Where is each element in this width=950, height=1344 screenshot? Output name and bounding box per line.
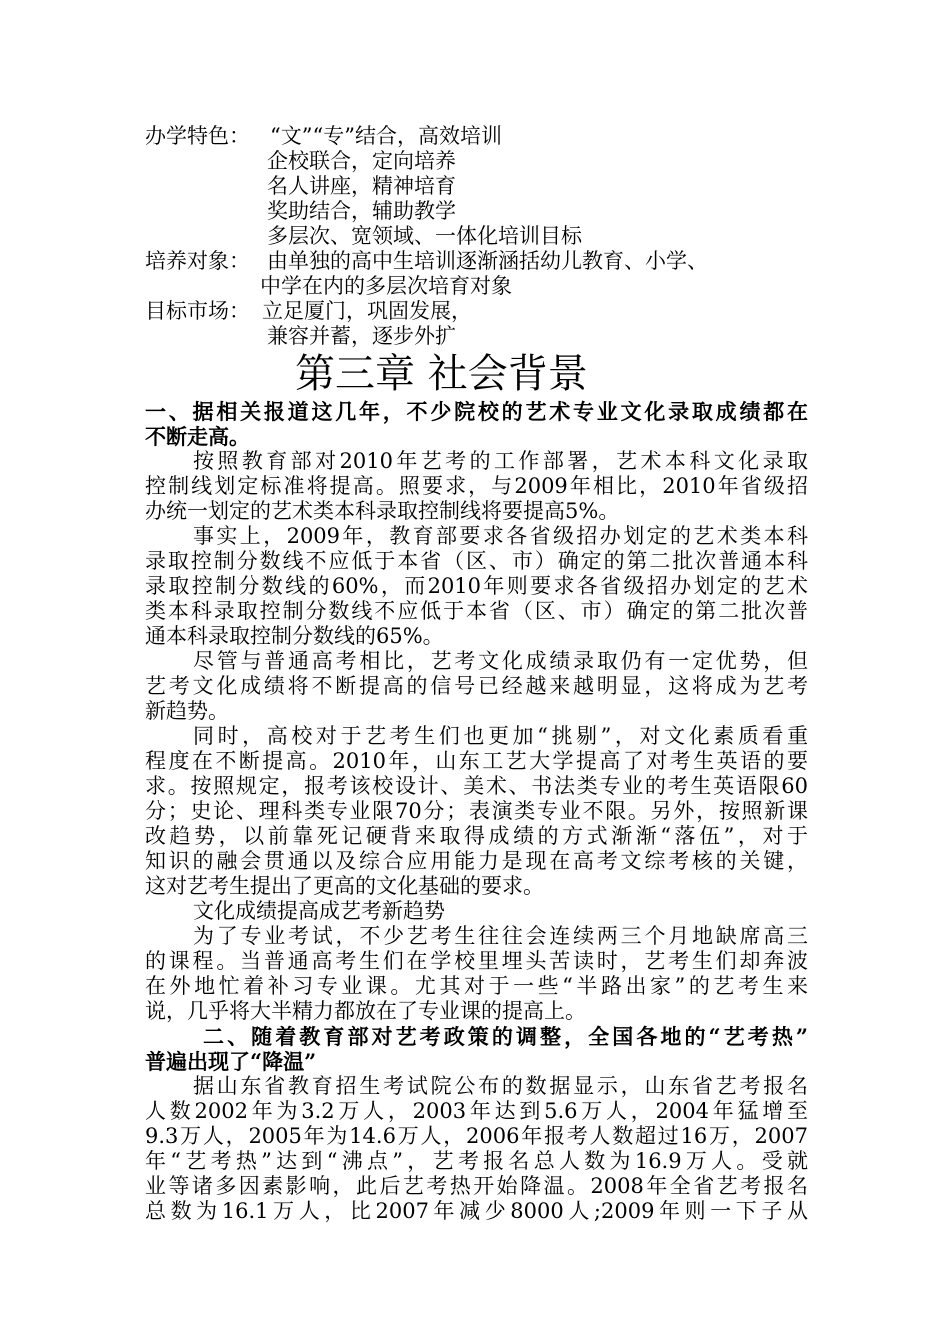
paragraph-line: 按照教育部对2010年艺考的工作部署，艺术本科文化录取: [193, 449, 808, 473]
section-2-heading-line: 普遍出现了“降温”: [145, 1049, 317, 1074]
target-market-label: 目标市场：: [145, 299, 250, 323]
paragraph-line: 尽管与普通高考相比，艺考文化成绩录取仍有一定优势，但: [193, 649, 808, 673]
paragraph-line: 在外地忙着补习专业课。尤其对于一些“半路出家”的艺考生来: [145, 974, 808, 998]
paragraph-line: 为了专业考试，不少艺考生往往会连续两三个月地缺席高三: [193, 924, 808, 948]
school-features-line: “文”“专”结合，高效培训: [270, 124, 502, 148]
subheading-line: 文化成绩提高成艺考新趋势: [193, 899, 445, 923]
school-features-line: 奖助结合，辅助教学: [267, 199, 456, 223]
page-content: [145, 124, 808, 1224]
paragraph-line: 业等诸多因素影响，此后艺考热开始降温。2008年全省艺考报名: [145, 1174, 808, 1198]
target-market-line: 兼容并蓄，逐步外扩: [267, 324, 456, 348]
paragraph-line: 控制线划定标准将提高。照要求，与2009年相比，2010年省级招: [145, 474, 808, 498]
chapter-title: 第三章 社会背景: [295, 351, 588, 397]
paragraph-line: 程度在不断提高。2010年，山东工艺大学提高了对考生英语的要: [145, 749, 808, 773]
school-features-label: 办学特色：: [145, 124, 250, 148]
section-1-heading-line: 一、据相关报道这几年，不少院校的艺术专业文化录取成绩都在: [145, 399, 808, 424]
section-1-heading-line: 不断走高。: [145, 424, 250, 449]
paragraph-line: 的课程。当普通高考生们在学校里埋头苦读时，艺考生们却奔波: [145, 949, 808, 973]
paragraph-line: 新趋势。: [145, 699, 229, 723]
paragraph-line: 录取控制分数线不应低于本省（区、市）确定的第二批次普通本科: [145, 549, 808, 573]
school-features-line: 多层次、宽领域、一体化培训目标: [267, 224, 582, 248]
target-students-values: [267, 249, 808, 274]
paragraph-line: 通本科录取控制分数线的65%。: [145, 624, 444, 648]
target-market-block: [145, 299, 808, 349]
target-students-line: 由单独的高中生培训逐渐涵括幼儿教育、小学、: [267, 249, 708, 273]
school-features-block: [145, 124, 808, 249]
target-market-line: 立足厦门，巩固发展，: [262, 299, 472, 323]
paragraph-line: 说，几乎将大半精力都放在了专业课的提高上。: [145, 999, 586, 1023]
paragraph-line: 办统一划定的艺术类本科录取控制线将要提高5%。: [145, 499, 620, 523]
school-features-values: [267, 124, 808, 249]
paragraph-line: 知识的融会贯通以及综合应用能力是现在高考文综考核的关键，: [145, 849, 808, 873]
paragraph-line: 改趋势，以前靠死记硬背来取得成绩的方式渐渐“落伍”，对于: [145, 824, 808, 848]
school-features-line: 名人讲座，精神培育: [267, 174, 456, 198]
paragraph-line: 同时，高校对于艺考生们也更加“挑剔”，对文化素质看重: [193, 724, 808, 748]
target-students-line: 中学在内的多层次培育对象: [260, 274, 512, 298]
paragraph-line: 分；史论、理科类专业限70分；表演类专业不限。另外，按照新课: [145, 799, 808, 823]
paragraph-line: 9.3万人，2005年为14.6万人，2006年报考人数超过16万，2007: [145, 1124, 808, 1148]
section-2-heading-line: 二、随着教育部对艺考政策的调整，全国各地的“艺考热”: [203, 1024, 808, 1049]
paragraph-line: 据山东省教育招生考试院公布的数据显示，山东省艺考报名: [193, 1074, 808, 1098]
paragraph-line: 人数2002年为3.2万人，2003年达到5.6万人，2004年猛增至: [145, 1099, 808, 1123]
target-students-block: [145, 249, 808, 274]
paragraph-line: 这对艺考生提出了更高的文化基础的要求。: [145, 874, 544, 898]
target-students-label: 培养对象：: [145, 249, 250, 273]
paragraph-line: 录取控制分数线的60%，而2010年则要求各省级招办划定的艺术: [145, 574, 808, 598]
paragraph-line: 艺考文化成绩将不断提高的信号已经越来越明显，这将成为艺考: [145, 674, 808, 698]
paragraph-line: 总数为16.1万人，比2007年减少8000人;2009年则一下子从: [145, 1199, 808, 1223]
paragraph-line: 求。按照规定，报考该校设计、美术、书法类专业的考生英语限60: [145, 774, 808, 798]
target-market-values: [262, 299, 808, 349]
paragraph-line: 年“艺考热”达到“沸点”，艺考报名总人数为16.9万人。受就: [145, 1149, 808, 1173]
school-features-line: 企校联合，定向培养: [267, 149, 456, 173]
paragraph-line: 事实上，2009年，教育部要求各省级招办划定的艺术类本科: [193, 524, 808, 548]
paragraph-line: 类本科录取控制分数线不应低于本省（区、市）确定的第二批次普: [145, 599, 808, 623]
